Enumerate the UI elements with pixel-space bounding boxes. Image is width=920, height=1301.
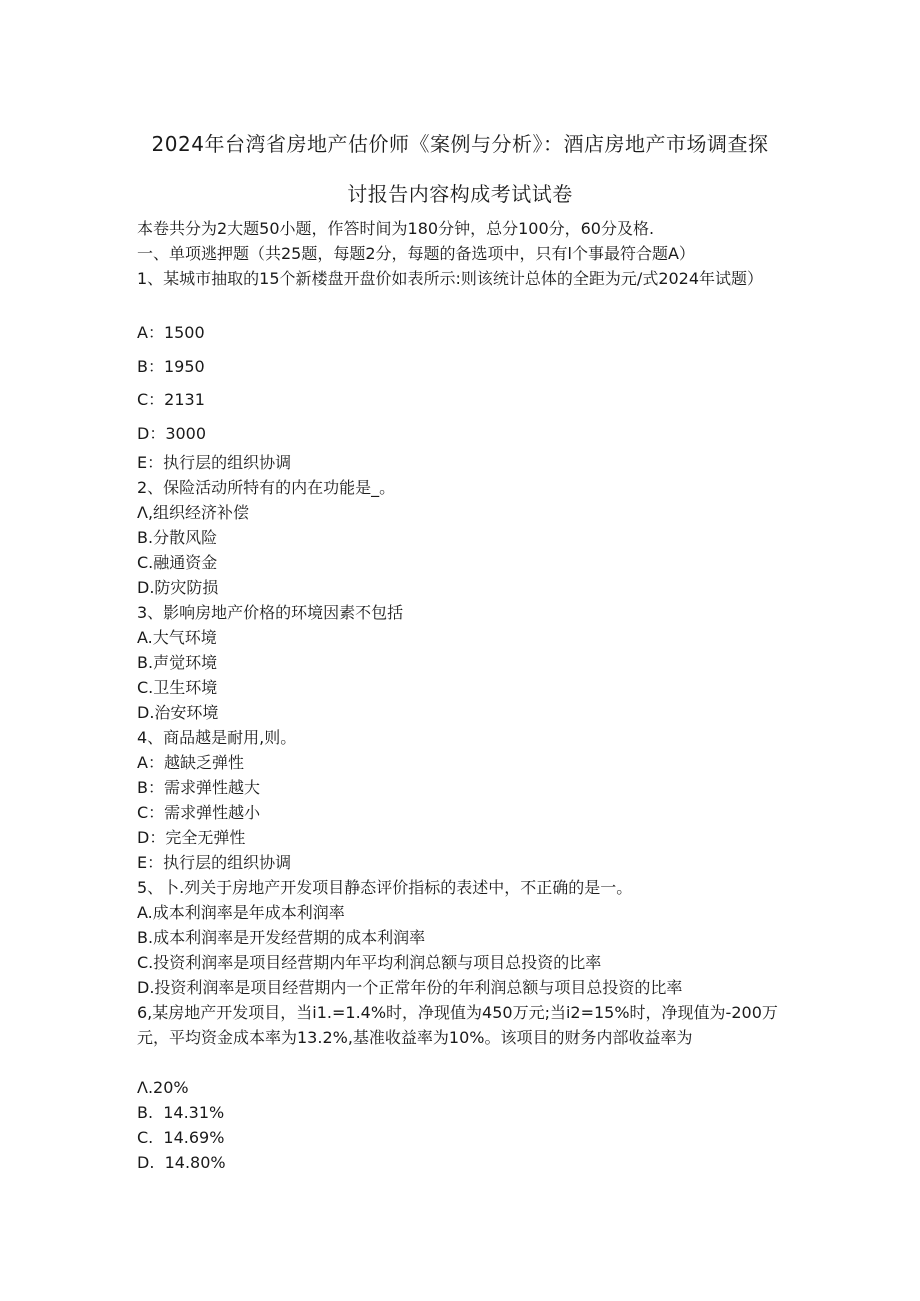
answer-option: D.投资利润率是项目经营期内一个正常年份的年利润总额与项目总投资的比率 [137, 978, 683, 997]
answer-option: C.融通资金 [137, 553, 218, 572]
answer-option: A：1500 [137, 323, 205, 342]
answer-option: D.治安环境 [137, 703, 219, 722]
question-stem: 5、卜.列关于房地产开发项目静态评价指标的表述中，不正确的是一。 [137, 878, 633, 897]
answer-option: D：完全无弹性 [137, 828, 246, 847]
question-stem: 6,某房地产开发项目，当i1.=1.4%时，净现值为450万元;当i2=15%时，净现值为-200万元，平均资金成本率为13.2%,基准收益率为10%。该项目的财务内部收益率为 [137, 1003, 778, 1047]
answer-option: A.大气环境 [137, 628, 217, 647]
answer-option: A：越缺乏弹性 [137, 753, 244, 772]
question-stem: 3、影响房地产价格的环境因素不包括 [137, 603, 404, 622]
section-heading: 一、单项逃押题（共25题，每题2分，每题的备选项中，只有l个事最符合题A） [137, 244, 695, 263]
answer-option: C：2131 [137, 390, 205, 409]
answer-option: B.分散风险 [137, 528, 218, 547]
answer-option: D：3000 [137, 423, 207, 443]
answer-option: B.声觉环境 [137, 653, 218, 672]
answer-option: Λ.20% [137, 1078, 189, 1097]
question-stem: 1、某城市抽取的15个新楼盘开盘价如表所示:则该统计总体的全距为元/式2024年试题） [137, 269, 764, 288]
answer-option: C.卫生环境 [137, 678, 218, 697]
answer-option: Λ,组织经济补偿 [137, 503, 250, 522]
question-stem: 4、商品越是耐用,则。 [137, 728, 297, 747]
answer-option: D. 14.80% [137, 1153, 226, 1172]
question-stem: 2、保险活动所特有的内在功能是_。 [137, 478, 396, 497]
document-title-line-1: 2024年台湾省房地产估价师《案例与分析》：酒店房地产市场调查探 [151, 132, 769, 156]
answer-option: B. 14.31% [137, 1103, 225, 1122]
answer-option: C. 14.69% [137, 1128, 225, 1147]
exam-intro: 本卷共分为2大题50小题，作答时间为180分钟，总分100分，60分及格. [137, 219, 655, 238]
answer-option: E：执行层的组织协调 [137, 453, 292, 472]
answer-option: E：执行层的组织协调 [137, 853, 292, 872]
document-body [137, 216, 787, 1175]
document-title-line-2: 讨报告内容构成考试试卷 [347, 182, 573, 206]
answer-option: C.投资利润率是项目经营期内年平均利润总额与项目总投资的比率 [137, 953, 602, 972]
answer-option: C：需求弹性越小 [137, 803, 261, 822]
answer-option: D.防灾防损 [137, 578, 219, 597]
answer-option: B：需求弹性越大 [137, 778, 260, 797]
answer-option: B：1950 [137, 356, 205, 376]
answer-option: A.成本利润率是年成本利润率 [137, 903, 345, 922]
answer-option: B.成本利润率是开发经营期的成本利润率 [137, 928, 426, 947]
